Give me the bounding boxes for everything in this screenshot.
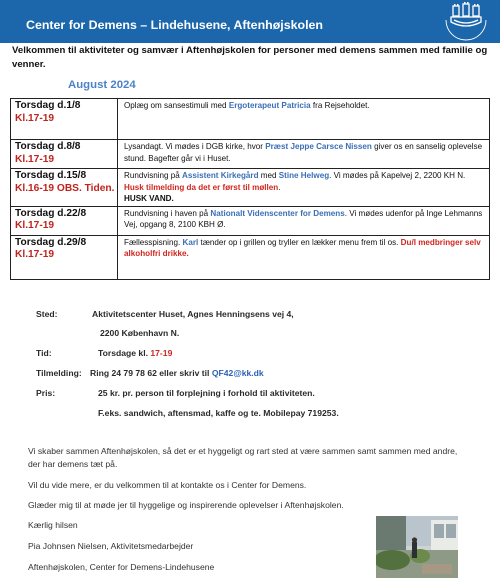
description-cell	[118, 169, 490, 207]
date-cell	[11, 235, 118, 279]
date-cell	[11, 140, 118, 169]
desc-text: Fællesspisning.	[124, 237, 183, 247]
description-cell	[118, 99, 490, 140]
schedule-table	[10, 98, 490, 280]
desc-note: HUSK VAND.	[124, 194, 174, 204]
desc-text: giver os en sanselig oplevelse stund. Bagefter går vi i Huset.	[124, 142, 483, 163]
tilmelding-value	[90, 368, 264, 378]
schedule-row	[11, 169, 490, 207]
pris-value-2: F.eks. sandwich, aftensmad, kaffe og te. Mobilepay 719253.	[98, 408, 339, 418]
desc-text: fra Rejseholdet.	[310, 101, 370, 110]
desc-text: .	[278, 182, 281, 192]
desc-highlight: Nationalt Videnscenter for Demens	[210, 208, 345, 218]
pris-label: Pris:	[36, 388, 56, 398]
schedule-row	[11, 235, 490, 279]
desc-text: Lysandagt. Vi mødes i DGB kirke, hvor	[124, 142, 266, 151]
signature-org: Aftenhøjskolen, Center for Demens-Lindehusene	[28, 562, 215, 572]
welcome-text: Velkommen til aktiviteter og samvær i Aftenhøjskolen for personer med demens sammen med familie og venner.	[12, 45, 488, 70]
desc-highlight: Karl	[182, 237, 199, 247]
date-cell	[11, 206, 118, 235]
row-date: Torsdag d.22/8	[15, 207, 87, 219]
desc-text: . Vi mødes udenfor på Inge Lehmanns Vej, opgang 8, 2100 KBH Ø.	[124, 208, 483, 230]
desc-text: . Vi mødes på Kapelvej 2, 2200 KH N.	[329, 171, 466, 180]
header-title: Center for Demens – Lindehusene, Aftenhøjskolen	[26, 18, 323, 32]
tid-value	[98, 348, 172, 358]
desc-highlight: Assistent Kirkegård	[182, 171, 259, 180]
date-cell	[11, 169, 118, 207]
garden-photo-image	[376, 516, 458, 578]
row-time: Kl.17-19	[15, 112, 55, 124]
sted-value: Aktivitetscenter Huset, Agnes Henningsens vej 4,	[92, 309, 294, 319]
row-time: Kl.17-19	[15, 249, 55, 261]
row-time: Kl.17-19	[15, 220, 55, 232]
schedule-row	[11, 99, 490, 140]
tilmelding-text: Ring 24 79 78 62 eller skriv til	[90, 368, 212, 378]
desc-highlight: Præst Jeppe Carsce Nissen	[265, 142, 372, 151]
email-link[interactable]: QF42@kk.dk	[211, 368, 264, 378]
tid-label: Tid:	[36, 348, 52, 358]
desc-warning: Du/I medbringer selv alkoholfri drikke.	[124, 237, 481, 259]
description-cell	[118, 235, 490, 279]
header-banner	[0, 0, 500, 43]
row-date: Torsdag d.8/8	[15, 141, 81, 152]
closing-greeting: Kærlig hilsen	[28, 520, 78, 530]
sted-value-2: 2200 København N.	[100, 328, 180, 338]
date-cell	[11, 99, 118, 140]
desc-text: Rundvisning i haven på	[124, 208, 211, 218]
closing-paragraph-3: Glæder mig til at møde jer til hyggelige og inspirerende oplevelser i Aftenhøjskolen.	[28, 500, 344, 510]
desc-highlight: Stine Helweg	[278, 171, 330, 180]
row-date: Torsdag d.1/8	[15, 100, 81, 111]
row-date: Torsdag d.15/8	[15, 170, 87, 181]
desc-text: Rundvisning på	[124, 171, 183, 180]
signature-name: Pia Johnsen Nielsen, Aktivitetsmedarbejder	[28, 541, 194, 551]
pris-value: 25 kr. pr. person til forplejning i forhold til aktiviteten.	[98, 388, 315, 398]
schedule-row	[11, 140, 490, 169]
closing-paragraph-2: Vil du vide mere, er du velkommen til at kontakte os i Center for Demens.	[28, 480, 307, 490]
desc-text: med	[258, 171, 279, 180]
schedule-row	[11, 206, 490, 235]
tid-text: Torsdage kl.	[98, 348, 151, 358]
garden-photo	[376, 516, 458, 578]
tid-highlight: 17-19	[150, 348, 173, 358]
tilmelding-label: Tilmelding:	[36, 368, 82, 378]
row-time: Kl.17-19	[15, 153, 55, 165]
desc-text: tænder op i grillen og tryller en lækker menu frem til os.	[198, 237, 401, 247]
row-time: Kl.16-19 OBS. Tiden.	[15, 182, 115, 194]
row-date: Torsdag d.29/8	[15, 236, 87, 248]
desc-warning: Husk tilmelding da det er først til møllen	[124, 182, 279, 192]
desc-text: Oplæg om sansestimuli med	[124, 101, 229, 110]
month-heading: August 2024	[68, 79, 136, 91]
kobenhavns-kommune-logo-icon	[438, 2, 494, 42]
sted-label: Sted:	[36, 309, 58, 319]
description-cell	[118, 206, 490, 235]
closing-paragraph-1: Vi skaber sammen Aftenhøjskolen, så det er et hyggeligt og rart sted at være sammen samt sammen med andre, der har demens tæt på.	[28, 446, 458, 469]
desc-highlight: Ergoterapeut Patricia	[228, 101, 311, 110]
description-cell	[118, 140, 490, 169]
